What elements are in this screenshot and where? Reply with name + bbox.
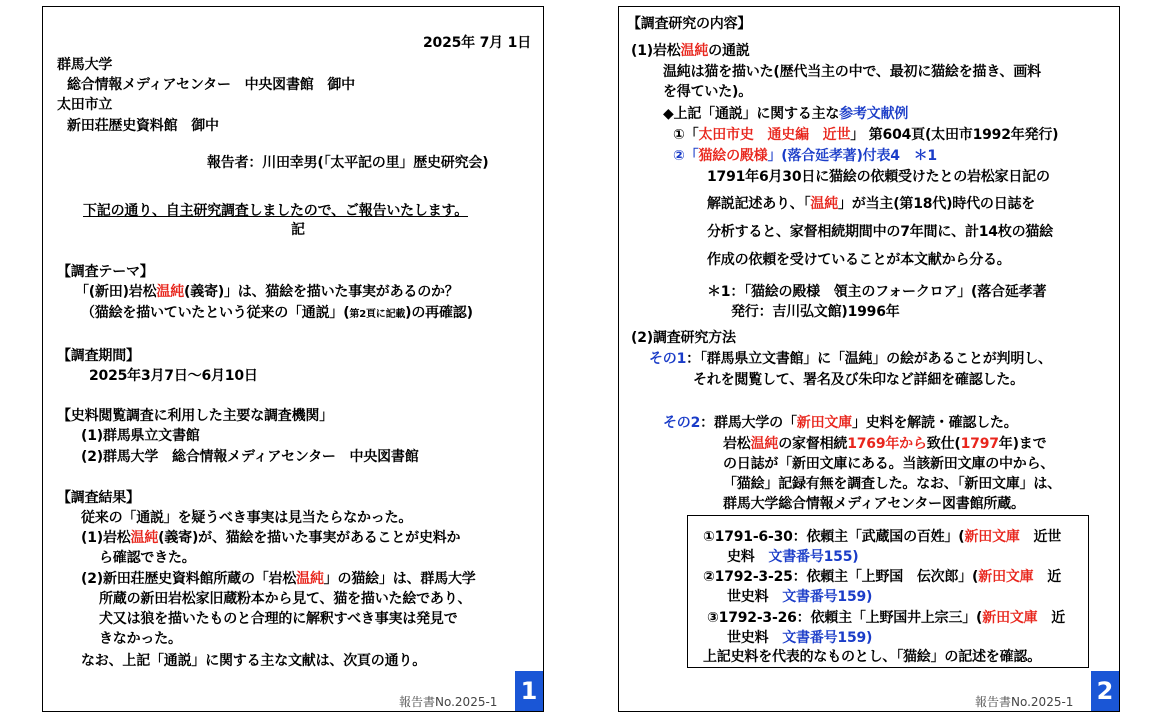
result-2-line-2: 所蔵の新田岩松家旧蔵粉本から見て、猫を描いた絵であり、 [99, 591, 472, 607]
record-1-line-2: 史料 文書番号155) [727, 549, 859, 565]
page-footer: 報告書No.2025-1 [975, 695, 1074, 709]
result-intro: 従来の「通説」を疑うべき事実は見当たらなかった。 [81, 510, 413, 526]
report-page-1 [42, 6, 544, 712]
theme-heading: 【調査テーマ】 [57, 264, 154, 280]
theme-line-1: 「(新田)岩松温純(義寄)」は、猫絵を描いた事実があるのか？ [75, 284, 459, 300]
institution-2: (2)群馬大学 総合情報メディアセンター 中央図書館 [81, 449, 419, 465]
institutions-heading: 【史料閲覧調査に利用した主要な調査機関」 [57, 408, 333, 424]
method-1-line-2: それを閲覧して、署名及び朱印など詳細を確認した。 [693, 372, 1024, 388]
footnote-1: ＊1：「猫絵の殿様 領主のフォークロア」(落合延孝著 [707, 284, 1047, 300]
record-3-line-2: 世史料 文書番号159) [727, 630, 873, 646]
reference-2: ②「猫絵の殿様」(落合延孝著)付表4 ＊1 [673, 148, 937, 164]
period-value: 2025年3月7日～6月10日 [89, 368, 258, 384]
method-2-line-2: 岩松温純の家督相続1769年から致仕(1797年)まで [723, 436, 1047, 452]
reference-2-desc-3: 分析すると、家督相続期間中の7年間に、計14枚の猫絵 [707, 224, 1054, 240]
content-heading: 【調査研究の内容】 [627, 16, 752, 32]
addressee-city-dept: 新田荘歴史資料館 御中 [67, 118, 219, 134]
records-conclusion: 上記史料を代表的なものとし、「猫絵」の記述を確認。 [703, 649, 1041, 665]
closing-text: なお、上記「通説」に関する主な文献は、次頁の通り。 [81, 653, 426, 669]
reference-2-desc-1: 1791年6月30日に猫絵の依頼受けたとの岩松家日記の [707, 169, 1050, 185]
addressee-university: 群馬大学 [57, 57, 113, 73]
section-1-title: (1)岩松温純の通説 [631, 43, 750, 59]
reference-2-desc-4: 作成の依頼を受けていることが本文献から分る。 [707, 252, 1011, 268]
report-date: 2025年 7月 1日 [423, 35, 531, 51]
result-2-line-1: (2)新田荘歴史資料館所蔵の「岩松温純」の猫絵」は、群馬大学 [81, 571, 476, 587]
method-2-line-5: 群馬大学総合情報メディアセンター図書館所蔵。 [723, 496, 1025, 512]
addressee-university-dept: 総合情報メディアセンター 中央図書館 御中 [67, 77, 355, 93]
reporter: 報告者：川田幸男(「太平記の里」歴史研究会) [207, 155, 489, 171]
reference-1: ①「太田市史 通史編 近世」 第604頁(太田市1992年発行) [673, 127, 1059, 143]
record-2-line-2: 世史料 文書番号159) [727, 589, 873, 605]
reference-2-desc-2: 解説記述あり、「温純」が当主(第18代)時代の日誌を [707, 196, 1036, 212]
page-number-badge: 1 [515, 671, 543, 711]
method-2-line-4: 「猫絵」記録有無を調査した。なお、「新田文庫」は、 [723, 476, 1061, 492]
section-1-text-2: を得ていた)。 [663, 84, 752, 100]
page-number-badge: 2 [1091, 671, 1119, 711]
period-heading: 【調査期間】 [57, 348, 140, 364]
method-1-line-1: その1：「群馬県立文書館」に「温純」の絵があることが判明し、 [649, 351, 1052, 367]
intro-text: 下記の通り、自主研究調査しましたので、ご報告いたします。 [83, 203, 468, 219]
record-3-line-1: ③1792-3-26：依頼主「上野国井上宗三」(新田文庫 近 [707, 610, 1066, 626]
ki-marker: 記 [291, 222, 305, 238]
record-1-line-1: ①1791-6-30：依頼主「武蔵国の百姓」(新田文庫 近世 [703, 529, 1062, 545]
institution-1: (1)群馬県立文書館 [81, 428, 200, 444]
report-page-2 [618, 6, 1120, 712]
theme-line-2: （猫絵を描いていたという従来の「通説」(第2頁に記載)の再確認) [81, 305, 473, 321]
result-1-line-2: ら確認できた。 [99, 550, 196, 566]
footnote-1-publisher: 発行：吉川弘文館)1996年 [731, 304, 900, 320]
section-2-title: (2)調査研究方法 [631, 330, 736, 346]
page-footer: 報告書No.2025-1 [399, 695, 498, 709]
method-2-line-3: の日誌が「新田文庫にある。当該新田文庫の中から、 [723, 456, 1055, 472]
section-1-text-1: 温純は猫を描いた(歴代当主の中で、最初に猫絵を描き、画料 [663, 64, 1041, 80]
record-2-line-1: ②1792-3-25：依頼主「上野国 伝次郎」(新田文庫 近 [703, 569, 1062, 585]
result-2-line-4: きなかった。 [99, 631, 182, 647]
result-2-line-3: 犬又は狼を描いたものと合理的に解釈すべき事実は発見で [99, 611, 458, 627]
result-heading: 【調査結果】 [57, 490, 140, 506]
method-2-line-1: その2：群馬大学の「新田文庫」史料を解読・確認した。 [663, 415, 1018, 431]
addressee-city: 太田市立 [57, 97, 113, 113]
reference-heading: ◆上記「通説」に関する主な参考文献例 [663, 106, 909, 122]
result-1-line-1: (1)岩松温純(義寄)が、猫絵を描いた事実があることが史料か [81, 530, 461, 546]
